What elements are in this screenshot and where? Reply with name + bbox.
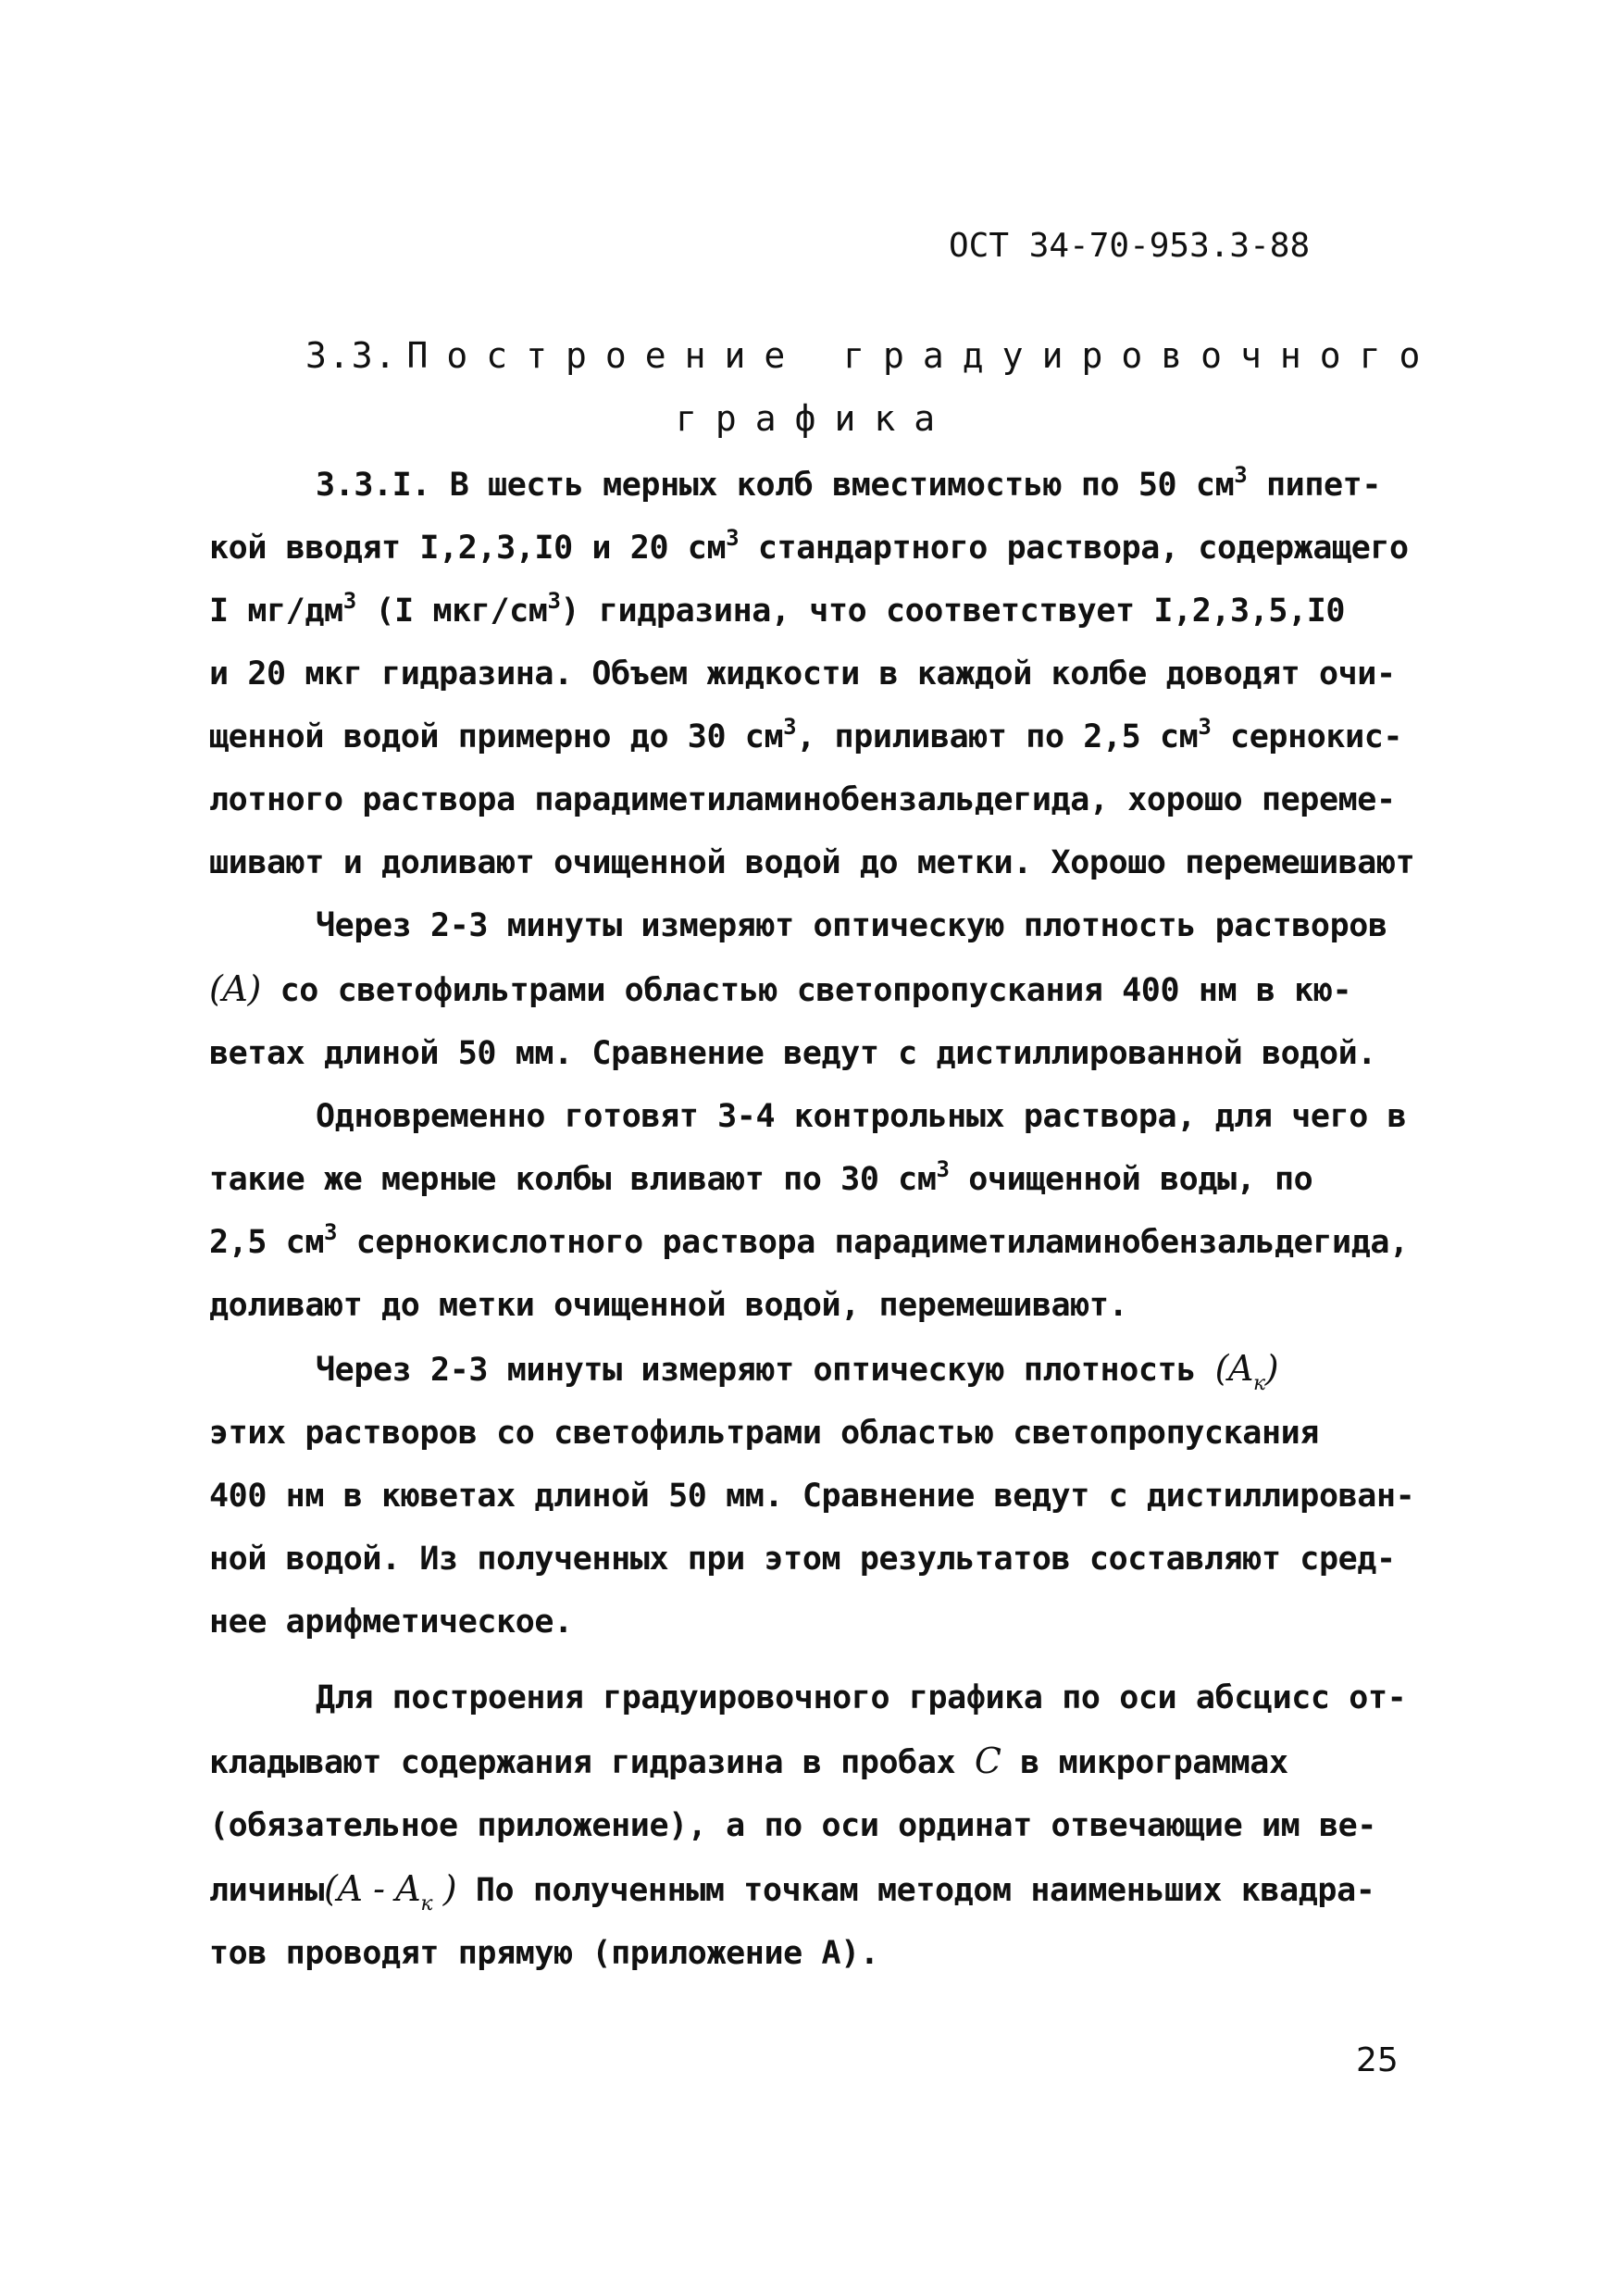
symbol-a: (A) (209, 968, 261, 1009)
text-span: такие же мерные колбы вливают по 30 см (209, 1161, 937, 1198)
text-line (209, 454, 1422, 517)
superscript: 3 (1234, 462, 1248, 488)
page-number: 25 (1356, 2041, 1399, 2079)
text-line: Одновременно готовят 3-4 контрольных раствора, для чего в (316, 1098, 1407, 1135)
paragraph-control-solutions (209, 1085, 1422, 1337)
text-span: пипет- (1247, 467, 1382, 504)
document-body (209, 454, 1422, 1985)
text-line: 400 нм в кюветах длиной 50 мм. Сравнение ведут с дистиллирован- (209, 1478, 1415, 1515)
text-line: Для построения градуировочного графика по оси абсцисс от- (316, 1679, 1407, 1716)
paragraph-graph-construction (209, 1666, 1422, 1985)
text-line: (обязательное приложение), а по оси ординат отвечающие им ве- (209, 1807, 1376, 1844)
paragraph-control-measurement (209, 1337, 1422, 1653)
text-line: доливают до метки очищенной водой, перемешивают. (209, 1287, 1128, 1324)
text-span: I мг/дм (209, 593, 343, 630)
superscript: 3 (1198, 714, 1212, 740)
text-span: стандартного раствора, содержащего (739, 530, 1409, 567)
text-line: нее арифметическое. (209, 1603, 573, 1641)
symbol-a-minus-ak (324, 1868, 457, 1915)
text-span: Через 2-3 минуты измеряют оптическую плотность (316, 1352, 1215, 1389)
subscript-k: к (1253, 1372, 1265, 1395)
text-span: в микрограммах (1001, 1744, 1288, 1781)
symbol-part: ) (432, 1868, 457, 1909)
symbol-part: (A - A (324, 1868, 421, 1909)
text-line (209, 1148, 1422, 1211)
superscript: 3 (783, 714, 797, 740)
symbol-part: ) (1264, 1348, 1279, 1389)
text-span: сернокислотного раствора парадиметиламинобензальдегида, (337, 1224, 1409, 1261)
text-line (209, 705, 1422, 768)
text-line: Через 2-3 минуты измеряют оптическую плотность растворов (316, 907, 1387, 944)
text-span: 3.3.I. В шесть мерных колб вместимостью по 50 см (316, 467, 1235, 504)
superscript: 3 (324, 1219, 338, 1245)
text-line: и 20 мкг гидразина. Объем жидкости в каждой колбе доводят очи- (209, 655, 1396, 693)
text-span: кладывают содержания гидразина в пробах (209, 1744, 975, 1781)
text-span: сернокис- (1211, 718, 1403, 755)
superscript: 3 (936, 1156, 950, 1182)
text-line (209, 1857, 1422, 1922)
text-line: шивают и доливают очищенной водой до метки. Хорошо перемешивают (209, 844, 1415, 881)
text-span: (I мкг/см (355, 593, 548, 630)
section-title-line2: графика (676, 398, 954, 439)
symbol-c: C (974, 1741, 1001, 1781)
text-line: ветах длиной 50 мм. Сравнение ведут с дистиллированной водой. (209, 1035, 1376, 1072)
text-line (209, 517, 1422, 580)
text-span: щенной водой примерно до 30 см (209, 718, 784, 755)
superscript: 3 (342, 588, 356, 614)
text-span: очищенной воды, по (949, 1161, 1313, 1198)
text-line: ной водой. Из полученных при этом результатов составляют сред- (209, 1541, 1396, 1578)
document-code: ОСТ 34-70-953.3-88 (949, 227, 1311, 265)
text-span: кой вводят I,2,3,I0 и 20 см (209, 530, 727, 567)
text-span: со светофильтрами областью светопропускания 400 нм в кю- (260, 972, 1352, 1009)
text-span: , приливают по 2,5 см (796, 718, 1199, 755)
text-span: 2,5 см (209, 1224, 325, 1261)
text-span: По полученным точкам методом наименьших квадра- (456, 1872, 1375, 1909)
superscript: 3 (726, 525, 740, 551)
section-heading (305, 324, 1439, 439)
text-line (209, 957, 1422, 1022)
section-number: 3.3. (305, 335, 398, 376)
paragraph-measurement (209, 894, 1422, 1085)
symbol-part: (A (1214, 1348, 1254, 1389)
text-line (209, 1337, 1422, 1402)
paragraph-3-3-1 (209, 454, 1422, 894)
superscript: 3 (547, 588, 561, 614)
text-line: лотного раствора парадиметиламинобензальдегида, хорошо переме- (209, 781, 1396, 818)
text-span: ) гидразина, что соответствует I,2,3,5,I0 (560, 593, 1346, 630)
text-line: тов проводят прямую (приложение А). (209, 1935, 879, 1972)
text-line: этих растворов со светофильтрами областью светопропускания (209, 1415, 1319, 1452)
text-line (209, 580, 1422, 643)
section-title-line1: Построение градуировочного (406, 335, 1439, 376)
symbol-ak (1214, 1348, 1279, 1395)
text-line (209, 1729, 1422, 1794)
text-line (209, 1211, 1422, 1274)
subscript-k: к (420, 1892, 433, 1915)
text-span: личины (209, 1872, 325, 1909)
